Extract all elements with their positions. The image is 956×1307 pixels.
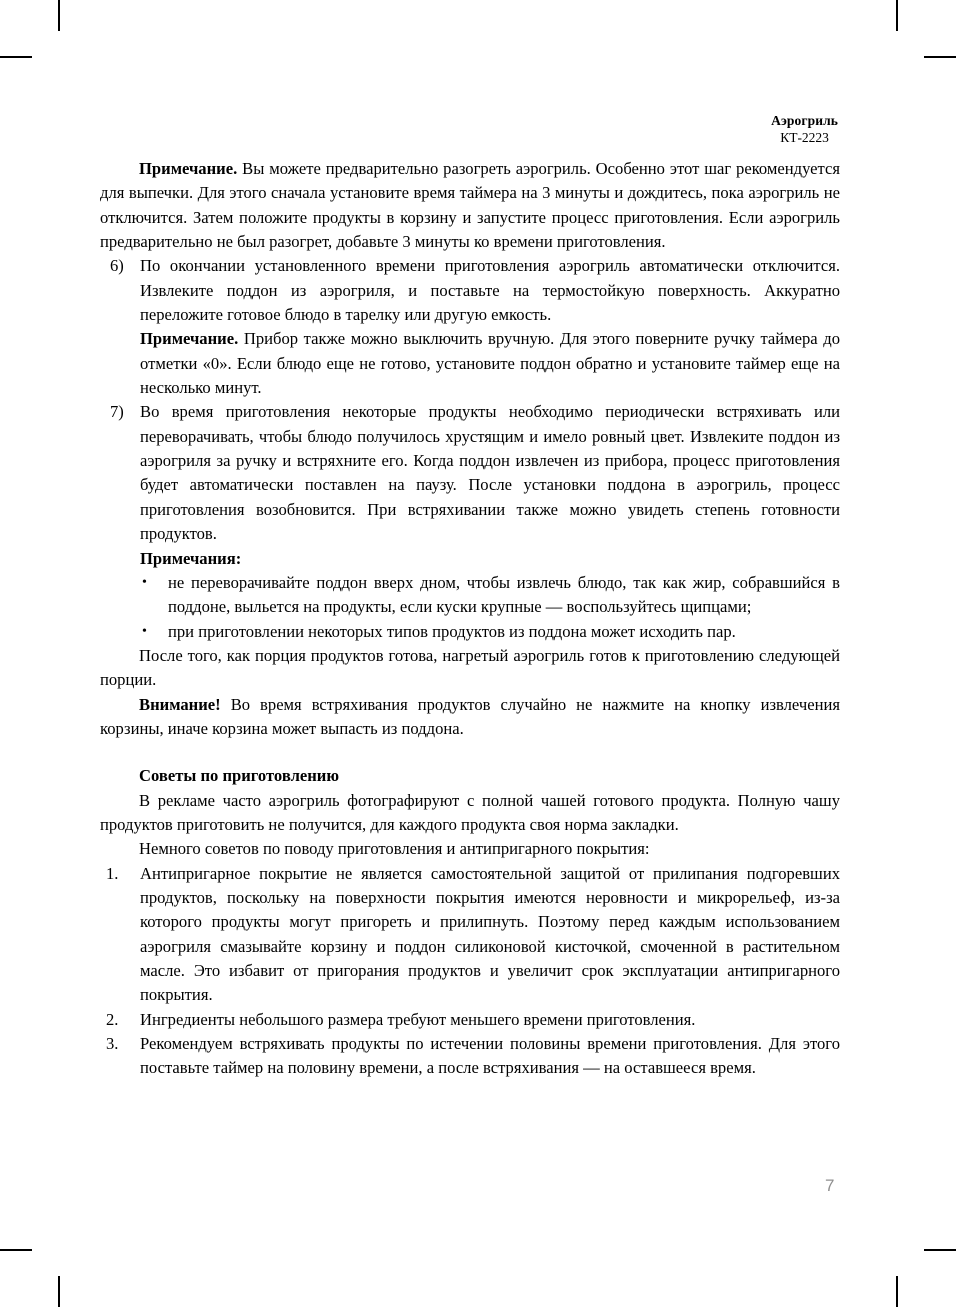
- note-text-intro: Вы можете предварительно разогреть аэрогриль. Особенно этот шаг рекомендуется для выпечки. Для этого сначала установите время таймера на 3 минуты и дождитесь, пока аэрогриль не отключится. Затем положите продукты в корзину и запустите процесс приготовления. Если аэрогриль предварительно не был разогрет, добавьте 3 минуты ко времени приготовления.: [100, 159, 840, 252]
- note-label-intro: Примечание.: [139, 159, 238, 178]
- notes-label: Примечания:: [140, 548, 242, 568]
- list-item-marker: 1.: [106, 863, 119, 883]
- warning-paragraph: [100, 693, 840, 742]
- after-portion-paragraph: После того, как порция продуктов готова, нагретый аэрогриль готов к приготовлению следующей порции.: [100, 645, 840, 690]
- procedure-list: [100, 254, 840, 644]
- list-item-text: По окончании установленного времени приготовления аэрогриль автоматически отключится. Извлеките поддон из аэрогриля, и поставьте на термостойкую поверхность. Аккуратно переложите готовое блюдо в тарелку или другую емкость.: [140, 256, 840, 325]
- list-item-marker: 3.: [106, 1034, 119, 1054]
- bullet-text: при приготовлении некоторых типов продуктов из поддона может исходить пар.: [168, 621, 736, 641]
- crop-mark-top-left-vertical: [58, 0, 60, 31]
- tips-paragraph-1: В рекламе часто аэрогриль фотографируют с полной чашей готового продукта. Полную чашу продуктов приготовить не получится, для каждого продукта своя норма закладки.: [100, 790, 840, 834]
- list-item-text: Рекомендуем встряхивать продукты по истечении половины времени приготовления. Для этого поставьте таймер на половину времени, а после встряхивания — на оставшееся время.: [140, 1034, 840, 1078]
- notes-bullet-list: [140, 571, 840, 644]
- warning-label: Внимание!: [139, 694, 221, 714]
- crop-mark-top-right-vertical: [896, 0, 898, 31]
- list-item-text: Ингредиенты небольшого размера требуют меньшего времени приготовления.: [140, 1009, 696, 1029]
- crop-mark-bottom-right-vertical: [896, 1276, 898, 1307]
- list-item: [100, 1008, 840, 1032]
- list-item-text: Антипригарное покрытие не является самостоятельной защитой от прилипания подгоревших продуктов, поскольку на поверхности покрытия имеются неровности и микрорельеф, из-за которого продукты могут пригореть и прилипнуть. Поэтому перед каждым использованием аэрогриля смазывайте корзину и поддон силиконовой кисточкой, смоченной в растительном масле. Это избавит от пригорания продуктов и увеличит срок эксплуатации антипригарного покрытия.: [140, 863, 840, 1005]
- product-model-name: Аэрогриль: [771, 113, 838, 128]
- crop-mark-top-left-horizontal: [0, 56, 32, 58]
- page-number: 7: [825, 1176, 835, 1195]
- tips-paragraph-2: Немного советов по поводу приготовления и антипригарного покрытия:: [139, 839, 650, 859]
- list-item: [140, 571, 840, 620]
- section-spacer: [100, 741, 840, 764]
- crop-mark-bottom-left-vertical: [58, 1276, 60, 1307]
- bullet-icon: •: [142, 623, 147, 639]
- list-item-text: Во время приготовления некоторые продукты необходимо периодически встряхивать или переворачивать, чтобы блюдо получилось хрустящим и имело ровный цвет. Извлеките поддон из аэрогриля за ручку и встряхните его. Когда поддон извлечен из прибора, процесс приготовления будет автоматически поставлен на паузу. После установки поддона в аэрогриль, процесс приготовления возобновится. При встряхивании также можно увидеть степень готовности продуктов.: [140, 402, 840, 544]
- list-item: [100, 254, 840, 400]
- tips-list: [100, 862, 840, 1081]
- crop-mark-bottom-left-horizontal: [0, 1249, 32, 1251]
- bullet-text: не переворачивайте поддон вверх дном, чтобы извлечь блюдо, так как жир, собравшийся в поддоне, выльется на продукты, если куски крупные — воспользуйтесь щипцами;: [168, 572, 840, 617]
- product-model-code: КТ-2223: [780, 129, 829, 145]
- note-text: Прибор также можно выключить вручную. Для этого поверните ручку таймера до отметки «0». Если блюдо еще не готово, установите поддон обратно и установите таймер еще на несколько минут.: [140, 329, 840, 398]
- note-label: Примечание.: [140, 329, 239, 349]
- section-heading-tips: Советы по приготовлению: [139, 766, 340, 786]
- list-item-marker: 7): [110, 402, 124, 422]
- note-paragraph-intro: [100, 157, 840, 254]
- crop-mark-top-right-horizontal: [924, 56, 956, 58]
- list-item-marker: 2.: [106, 1009, 119, 1029]
- list-item: [100, 862, 840, 1008]
- list-item: [100, 400, 840, 643]
- list-item: [100, 1032, 840, 1081]
- list-item: [140, 620, 840, 644]
- list-item-marker: 6): [110, 256, 124, 276]
- document-body: [100, 157, 840, 1081]
- crop-mark-bottom-right-horizontal: [924, 1249, 956, 1251]
- bullet-icon: •: [142, 574, 147, 590]
- running-header: [771, 113, 838, 146]
- list-item-note: [140, 327, 840, 400]
- warning-text: Во время встряхивания продуктов случайно не нажмите на кнопку извлечения корзины, иначе корзина может выпасть из поддона.: [100, 694, 840, 738]
